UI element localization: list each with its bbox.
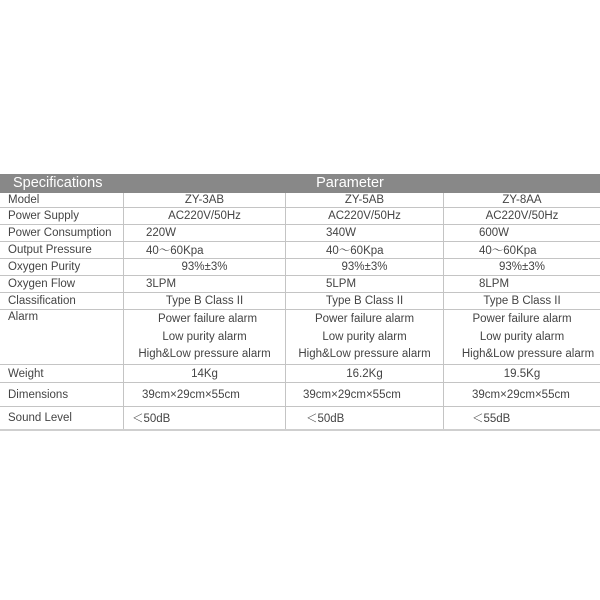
cell-classification-2: Type B Class II — [286, 293, 444, 309]
cell-output-pressure-1: 40～60Kpa — [124, 242, 286, 258]
cell-model-zy5ab: ZY-5AB — [286, 193, 444, 207]
cell-model-zy3ab: ZY-3AB — [124, 193, 286, 207]
alarm-high-low-pressure: High&Low pressure alarm — [138, 348, 271, 360]
row-dimensions — [0, 383, 600, 407]
row-output-pressure — [0, 242, 600, 259]
row-label: Oxygen Purity — [0, 259, 124, 275]
cell-alarm-3 — [444, 310, 600, 364]
header-specifications: Specifications — [13, 175, 103, 191]
cell-dimensions-2: 39cm×29cm×55cm — [286, 383, 444, 406]
cell-output-pressure-3: 40～60Kpa — [479, 245, 537, 257]
row-label: Model — [0, 193, 124, 207]
row-label: Alarm — [0, 310, 124, 364]
row-weight — [0, 365, 600, 383]
row-sound-level — [0, 407, 600, 431]
cell-alarm-2 — [286, 310, 444, 364]
cell-weight-3: 19.5Kg — [503, 367, 541, 380]
row-label: Classification — [0, 293, 124, 309]
row-label: Power Consumption — [0, 225, 124, 241]
cell-dimensions-1: 39cm×29cm×55cm — [124, 383, 286, 406]
specification-table — [0, 174, 600, 431]
cell-classification-1: Type B Class II — [124, 293, 286, 309]
row-model — [0, 193, 600, 208]
cell-sound-level-3: ＜55dB — [472, 413, 511, 425]
alarm-power-failure: Power failure alarm — [157, 313, 258, 325]
cell-power-consumption-1: 220W — [124, 225, 286, 241]
alarm-low-purity: Low purity alarm — [162, 330, 247, 343]
alarm-high-low-pressure: High&Low pressure alarm — [461, 348, 595, 360]
row-power-consumption — [0, 225, 600, 242]
cell-classification-3: Type B Class II — [483, 295, 561, 307]
cell-weight-2: 16.2Kg — [286, 365, 444, 382]
alarm-low-purity: Low purity alarm — [479, 330, 565, 343]
alarm-power-failure: Power failure alarm — [314, 313, 415, 325]
cell-oxygen-purity-1: 93%±3% — [124, 259, 286, 275]
cell-oxygen-purity-3: 93%±3% — [499, 261, 545, 273]
cell-oxygen-flow-1: 3LPM — [124, 276, 286, 292]
row-classification — [0, 293, 600, 310]
row-label: Oxygen Flow — [0, 276, 124, 292]
alarm-low-purity: Low purity alarm — [322, 330, 407, 343]
cell-alarm-1 — [124, 310, 286, 364]
cell-oxygen-flow-2: 5LPM — [286, 276, 444, 292]
cell-sound-level-1: ＜50dB — [124, 407, 286, 429]
row-label: Sound Level — [0, 407, 124, 429]
cell-power-consumption-2: 340W — [286, 225, 444, 241]
row-label: Weight — [0, 365, 124, 382]
cell-power-consumption-3: 600W — [479, 227, 510, 239]
cell-power-supply-3: AC220V/50Hz — [485, 210, 559, 222]
row-label: Dimensions — [0, 383, 124, 406]
header-parameter: Parameter — [316, 175, 384, 191]
alarm-power-failure: Power failure alarm — [472, 313, 572, 325]
row-oxygen-purity — [0, 259, 600, 276]
row-label: Output Pressure — [0, 242, 124, 258]
row-oxygen-flow — [0, 276, 600, 293]
cell-output-pressure-2: 40～60Kpa — [286, 242, 444, 258]
cell-sound-level-2: ＜50dB — [286, 407, 444, 429]
alarm-high-low-pressure: High&Low pressure alarm — [298, 348, 431, 360]
cell-dimensions-3: 39cm×29cm×55cm — [472, 388, 570, 401]
cell-oxygen-purity-2: 93%±3% — [286, 259, 444, 275]
cell-weight-1: 14Kg — [124, 365, 286, 382]
cell-model-zy8aa: ZY-8AA — [502, 194, 542, 206]
cell-power-supply-2: AC220V/50Hz — [286, 208, 444, 224]
row-alarm — [0, 310, 600, 365]
cell-oxygen-flow-3: 8LPM — [479, 278, 510, 290]
row-power-supply — [0, 208, 600, 225]
table-header — [0, 174, 600, 193]
cell-power-supply-1: AC220V/50Hz — [124, 208, 286, 224]
row-label: Power Supply — [0, 208, 124, 224]
